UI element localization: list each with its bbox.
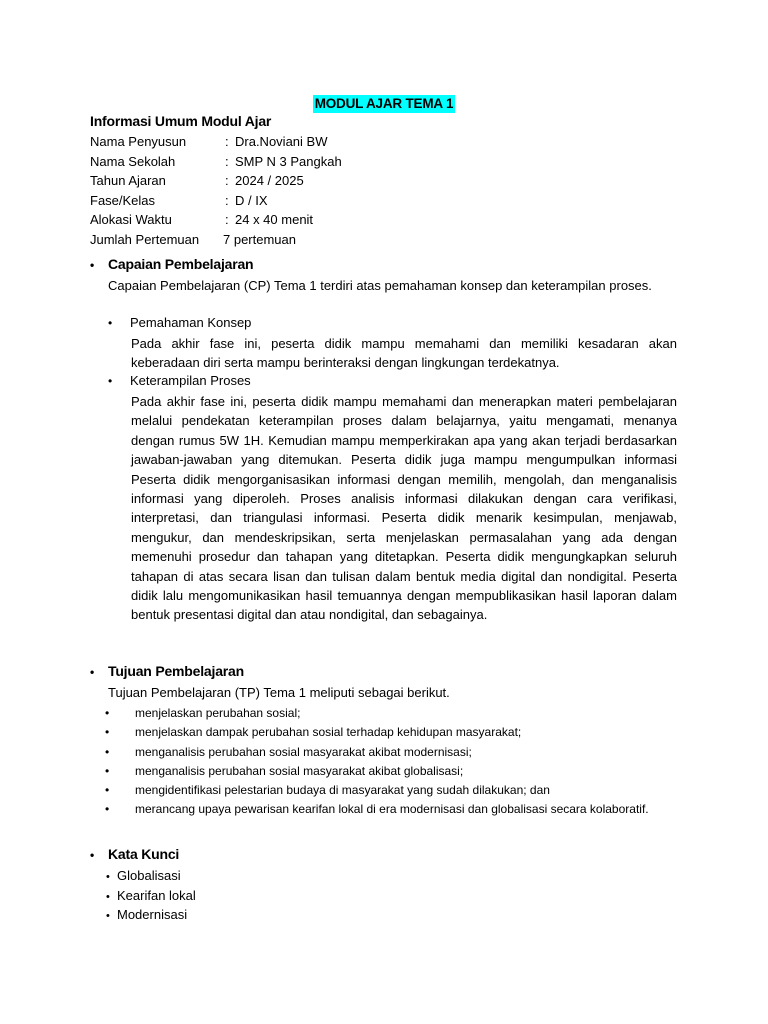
bullet-icon: • <box>106 910 110 922</box>
info-colon: : <box>225 173 229 188</box>
bullet-icon: • <box>106 871 110 883</box>
capaian-konsep-text: Pada akhir fase ini, peserta didik mampu memahami dan memiliki kesadaran akan keberadaan diri serta mampu berinteraksi dengan lingkungan terdekatnya. <box>131 336 677 371</box>
info-value: SMP N 3 Pangkah <box>235 153 342 169</box>
info-value: 24 x 40 menit <box>235 212 314 227</box>
list-item <box>105 762 649 781</box>
bullet-icon: • <box>90 258 95 272</box>
info-row-fase <box>90 191 342 211</box>
tujuan-heading-text: Tujuan Pembelajaran <box>108 663 244 679</box>
capaian-proses-text: Pada akhir fase ini, peserta didik mampu memahami dan menerapkan materi pembelajaran melalui pendekatan keterampilan proses dalam belajarnya, yaitu mengamati, menanya dengan rumus 5W 1H. Kemudian mampu memperkirakan apa yang akan terjadi berdasarkan jawaban-jawaban yang ditemukan. Peserta didik juga mampu mengumpulkan informasi Peserta didik mengorganisasikan informasi dengan memilih, mengolah, dan menganalisis informasi yang diperoleh. Proses analisis informasi dilakukan dengan cara verifikasi, interpretasi, dan triangulasi informasi. Peserta didik menarik kesimpulan, menjawab, mengukur, dan mendeskripsikan, serta menjelaskan permasalahan yang ada dengan memenuhi prosedur dan tahapan yang ditetapkan. Peserta didik mengungkapkan seluruh tahapan di atas secara lisan dan tulisan dalam bentuk media digital dan nondigital. Peserta didik lalu mengomunikasikan hasil temuannya dengan mempublikasikan hasil laporan dalam bentuk presentasi digital dan atau nondigital, dan sebagainya. <box>131 394 677 623</box>
info-heading: Informasi Umum Modul Ajar <box>90 113 272 129</box>
bullet-icon: • <box>106 890 110 903</box>
list-item-text: mengidentifikasi pelestarian budaya di masyarakat yang sudah dilakukan; dan <box>135 783 550 798</box>
bullet-icon: • <box>90 848 95 862</box>
list-item <box>105 704 649 723</box>
info-colon: : <box>225 134 229 149</box>
bullet-icon: • <box>105 725 110 740</box>
info-value: 2024 / 2025 <box>235 173 304 188</box>
info-colon: : <box>225 212 229 227</box>
kata-kunci-list <box>106 866 196 925</box>
info-row-sekolah <box>90 152 342 172</box>
capaian-sub-label: Pemahaman Konsep <box>130 315 252 330</box>
bullet-icon: • <box>108 374 113 388</box>
info-colon: : <box>225 192 229 208</box>
info-value: Dra.Noviani BW <box>235 134 328 149</box>
info-label: Jumlah Pertemuan <box>90 231 200 247</box>
bullet-icon: • <box>90 665 95 679</box>
list-item-text: menganalisis perubahan sosial masyarakat akibat globalisasi; <box>135 763 464 778</box>
list-item <box>106 886 196 906</box>
info-row-alokasi <box>90 210 342 230</box>
list-item-text: menjelaskan perubahan sosial; <box>135 706 301 720</box>
bullet-icon: • <box>105 706 110 720</box>
tujuan-list <box>105 704 649 820</box>
list-item <box>106 866 196 886</box>
info-label: Fase/Kelas <box>90 192 156 208</box>
info-label: Alokasi Waktu <box>90 212 172 227</box>
capaian-intro: Capaian Pembelajaran (CP) Tema 1 terdiri atas pemahaman konsep dan keterampilan proses. <box>108 278 652 293</box>
list-item <box>105 781 649 800</box>
info-value: 7 pertemuan <box>223 231 296 247</box>
bullet-icon: • <box>108 316 113 330</box>
document-title: MODUL AJAR TEMA 1 <box>314 96 454 111</box>
bullet-icon: • <box>105 763 110 778</box>
list-item <box>105 743 649 762</box>
info-colon: : <box>225 153 229 169</box>
capaian-sub-label: Keterampilan Proses <box>130 373 251 388</box>
list-item-text: menjelaskan dampak perubahan sosial terhadap kehidupan masyarakat; <box>135 725 522 740</box>
list-item <box>106 905 196 925</box>
tujuan-intro: Tujuan Pembelajaran (TP) Tema 1 meliputi sebagai berikut. <box>108 685 450 700</box>
bullet-icon: • <box>105 744 110 759</box>
title-container <box>0 95 768 113</box>
list-item-text: Kearifan lokal <box>117 887 196 903</box>
info-label: Tahun Ajaran <box>90 173 166 188</box>
info-label: Nama Penyusun <box>90 134 187 149</box>
list-item-text: Modernisasi <box>117 907 188 922</box>
tujuan-heading <box>90 663 244 679</box>
bullet-icon: • <box>105 802 110 817</box>
bullet-icon: • <box>105 783 110 798</box>
capaian-heading-text: Capaian Pembelajaran <box>108 256 254 272</box>
info-row-tahun <box>90 171 342 191</box>
info-label: Nama Sekolah <box>90 153 176 169</box>
list-item <box>105 723 649 742</box>
info-value: D / IX <box>235 192 268 208</box>
list-item-text: merancang upaya pewarisan kearifan lokal di era modernisasi dan globalisasi secara kolaboratif. <box>135 802 649 817</box>
kata-kunci-heading-text: Kata Kunci <box>108 846 180 862</box>
capaian-sub-proses <box>108 373 251 388</box>
list-item-text: menganalisis perubahan sosial masyarakat akibat modernisasi; <box>135 744 472 759</box>
list-item <box>105 800 649 819</box>
info-row-penyusun <box>90 132 342 152</box>
info-row-pertemuan <box>90 230 342 250</box>
capaian-heading <box>90 256 253 272</box>
capaian-sub-konsep <box>108 315 251 330</box>
list-item-text: Globalisasi <box>117 868 181 883</box>
kata-kunci-heading <box>90 846 179 862</box>
info-table <box>90 132 342 249</box>
